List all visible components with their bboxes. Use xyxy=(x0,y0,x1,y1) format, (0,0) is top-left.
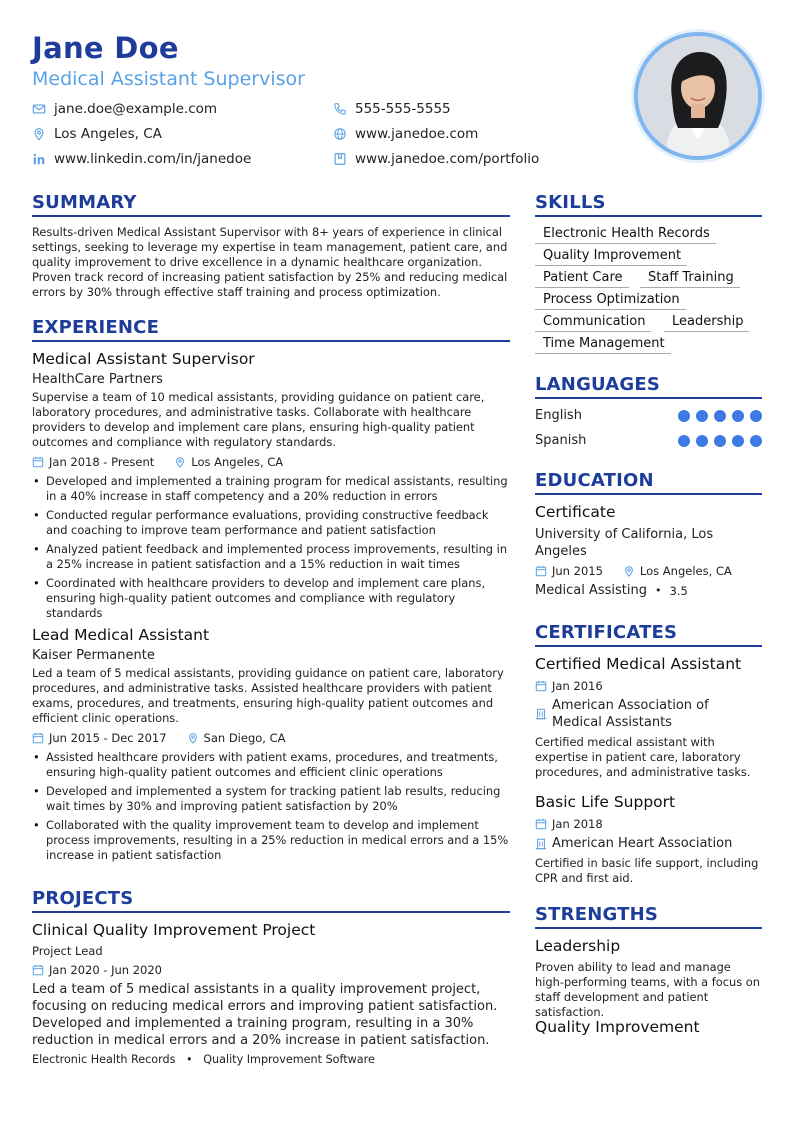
level-dot xyxy=(750,410,762,422)
skill-tag: Quality Improvement xyxy=(535,248,687,266)
bookmark-icon xyxy=(333,152,347,166)
list-item: • Assisted healthcare providers with patient exams, procedures, and treatments, ensuring high-quality patient outcomes and efficient clinic operations xyxy=(32,750,510,780)
certificate-date: Jan 2016 xyxy=(552,679,603,693)
language-row xyxy=(535,433,762,448)
level-dot xyxy=(714,435,726,447)
job-meta xyxy=(32,731,510,745)
calendar-icon xyxy=(535,818,547,830)
skill-tag: Process Optimization xyxy=(535,292,686,310)
project-dates: Jan 2020 - Jun 2020 xyxy=(49,963,163,977)
certificate-issuer-row xyxy=(535,835,762,852)
job-location: San Diego, CA xyxy=(203,731,286,745)
job-location: Los Angeles, CA xyxy=(191,455,284,469)
job-title: Lead Medical Assistant xyxy=(32,626,210,644)
certificates-heading: CERTIFICATES xyxy=(535,622,762,647)
certificate-issuer: American Heart Association xyxy=(552,836,733,851)
experience-item xyxy=(32,350,510,625)
location-pin-icon xyxy=(187,732,199,744)
level-dot xyxy=(678,410,690,422)
projects-heading: PROJECTS xyxy=(32,888,510,913)
job-meta xyxy=(32,455,510,469)
list-item: • Conducted regular performance evaluations, providing constructive feedback and coaching to improve team performance and patient satisfaction xyxy=(32,508,510,538)
project-item xyxy=(32,921,510,1066)
location-pin-icon xyxy=(174,456,186,468)
list-item: • Analyzed patient feedback and implemented process improvements, resulting in a 25% increase in patient satisfaction and a 15% reduction in wait times xyxy=(32,542,510,572)
strength-item xyxy=(535,937,762,1020)
website-text: www.janedoe.com xyxy=(355,126,479,142)
candidate-name: Jane Doe xyxy=(32,31,179,65)
language-name: English xyxy=(535,408,582,423)
language-name: Spanish xyxy=(535,433,587,448)
education-degree: Certificate xyxy=(535,503,616,521)
summary-heading: SUMMARY xyxy=(32,192,510,217)
education-date: Jun 2015 xyxy=(552,564,603,578)
calendar-icon xyxy=(32,732,44,744)
building-icon xyxy=(535,838,547,850)
linkedin-text: www.linkedin.com/in/janedoe xyxy=(54,151,252,167)
strength-title: Leadership xyxy=(535,937,621,955)
certificate-issuer: American Association of Medical Assistants xyxy=(552,698,709,730)
certificate-item xyxy=(535,655,762,780)
education-heading: EDUCATION xyxy=(535,470,762,495)
phone-text: 555-555-5555 xyxy=(355,101,451,117)
skill-tag: Electronic Health Records xyxy=(535,226,716,244)
building-icon xyxy=(535,708,547,720)
job-dates: Jun 2015 - Dec 2017 xyxy=(49,731,167,745)
separator: • xyxy=(186,1053,193,1066)
languages-heading: LANGUAGES xyxy=(535,374,762,399)
contact-website[interactable] xyxy=(333,126,478,142)
skill-tag: Communication xyxy=(535,314,651,332)
level-dot xyxy=(696,435,708,447)
education-field: Medical Assisting xyxy=(535,583,647,598)
strength-title: Quality Improvement xyxy=(535,1018,700,1036)
skill-tag: Time Management xyxy=(535,336,671,354)
education-gpa: 3.5 xyxy=(669,583,688,598)
certificate-description: Certified in basic life support, including CPR and first aid. xyxy=(535,856,759,885)
job-bullets xyxy=(32,750,510,863)
globe-icon xyxy=(333,127,347,141)
linkedin-icon xyxy=(32,152,46,166)
level-dot xyxy=(732,410,744,422)
contact-portfolio[interactable] xyxy=(333,151,539,167)
candidate-title: Medical Assistant Supervisor xyxy=(32,68,305,90)
experience-heading: EXPERIENCE xyxy=(32,317,510,342)
project-title: Clinical Quality Improvement Project xyxy=(32,921,316,939)
skill-tag: Staff Training xyxy=(640,270,740,288)
education-field-row xyxy=(535,583,762,598)
education-meta xyxy=(535,564,762,578)
level-dot xyxy=(750,435,762,447)
experience-item xyxy=(32,626,510,867)
certificate-date: Jan 2018 xyxy=(552,817,603,831)
location-pin-icon xyxy=(623,565,635,577)
skills-heading: SKILLS xyxy=(535,192,762,217)
project-description: Led a team of 5 medical assistants in a quality improvement project, focusing on reducing medical errors and improving patient satisfaction. Developed and implemented a training program, resulting in a 30% reduction in medical errors and a 20% increase in patient satisfaction. xyxy=(32,982,498,1048)
education-school: University of California, Los Angeles xyxy=(535,527,714,559)
certificate-description: Certified medical assistant with expertise in patient care, laboratory procedures, and administrative tasks. xyxy=(535,735,751,779)
strength-item xyxy=(535,1018,762,1036)
job-bullets xyxy=(32,474,510,621)
project-tools xyxy=(32,1053,510,1066)
contact-phone[interactable] xyxy=(333,101,451,117)
job-description: Supervise a team of 10 medical assistants, providing guidance on patient care, laboratory procedures, and administrative tasks. Collaborate with healthcare providers to develop and implement care plans, ensuring high-quality patient outcomes and compliance with regulatory standards. xyxy=(32,390,485,449)
list-item: • Developed and implemented a training program for medical assistants, resulting in a 40% increase in staff competency and a 20% reduction in errors xyxy=(32,474,510,504)
language-level xyxy=(672,435,762,447)
language-row xyxy=(535,408,762,423)
certificate-issuer-row xyxy=(535,697,762,731)
certificate-title: Certified Medical Assistant xyxy=(535,655,742,673)
project-meta xyxy=(32,963,510,977)
job-dates: Jan 2018 - Present xyxy=(49,455,155,469)
education-item xyxy=(535,503,762,598)
certificate-title: Basic Life Support xyxy=(535,793,676,811)
strengths-heading: STRENGTHS xyxy=(535,904,762,929)
separator: • xyxy=(654,584,662,597)
calendar-icon xyxy=(535,680,547,692)
language-level xyxy=(672,410,762,422)
project-tool: Electronic Health Records xyxy=(32,1053,176,1066)
project-role: Project Lead xyxy=(32,944,103,958)
contact-location xyxy=(32,126,162,142)
level-dot xyxy=(714,410,726,422)
level-dot xyxy=(678,435,690,447)
mail-icon xyxy=(32,102,46,116)
certificate-date-row xyxy=(535,679,762,693)
job-description: Led a team of 5 medical assistants, providing guidance on patient care, laboratory procedures, and administrative tasks. Assisted healthcare providers with patient exams, procedures, and treatments, ensuring high-quality patient outcomes and efficient clinic operations. xyxy=(32,666,504,725)
contact-email[interactable] xyxy=(32,101,217,117)
list-item: • Developed and implemented a system for tracking patient lab results, reducing wait times by 30% and improving patient satisfaction by 20% xyxy=(32,784,510,814)
location-text: Los Angeles, CA xyxy=(54,126,162,142)
certificate-date-row xyxy=(535,817,762,831)
portfolio-text: www.janedoe.com/portfolio xyxy=(355,151,540,167)
certificate-item xyxy=(535,793,762,886)
calendar-icon xyxy=(32,456,44,468)
skill-tag: Leadership xyxy=(664,314,749,332)
email-text: jane.doe@example.com xyxy=(54,101,218,117)
project-tool: Quality Improvement Software xyxy=(203,1053,375,1066)
summary-text: Results-driven Medical Assistant Supervisor with 8+ years of experience in clinical settings, seeking to leverage my expertise in team management, patient care, and quality improvement to drive excellence in a dynamic healthcare organization. Proven track record of increasing patient satisfaction by 25% and reducing medical errors by 30% through effective staff training and process optimization. xyxy=(32,225,508,299)
education-location: Los Angeles, CA xyxy=(639,564,732,578)
phone-icon xyxy=(333,102,347,116)
skill-tag: Patient Care xyxy=(535,270,629,288)
contact-linkedin[interactable] xyxy=(32,151,251,167)
level-dot xyxy=(732,435,744,447)
list-item: • Coordinated with healthcare providers to develop and implement care plans, ensuring high-quality patient outcomes and compliance with regulatory standards xyxy=(32,576,510,621)
person-portrait-icon xyxy=(638,36,758,156)
job-company: HealthCare Partners xyxy=(32,372,163,387)
job-company: Kaiser Permanente xyxy=(32,648,155,663)
calendar-icon xyxy=(32,964,44,976)
profile-photo xyxy=(634,32,762,160)
job-title: Medical Assistant Supervisor xyxy=(32,350,255,368)
strength-description: Proven ability to lead and manage high-performing teams, with a focus on staff development and patient satisfaction. xyxy=(535,960,760,1019)
location-pin-icon xyxy=(32,127,46,141)
calendar-icon xyxy=(535,565,547,577)
list-item: • Collaborated with the quality improvement team to develop and implement process improvements, resulting in a 25% reduction in medical errors and a 15% increase in patient satisfaction xyxy=(32,818,510,863)
level-dot xyxy=(696,410,708,422)
